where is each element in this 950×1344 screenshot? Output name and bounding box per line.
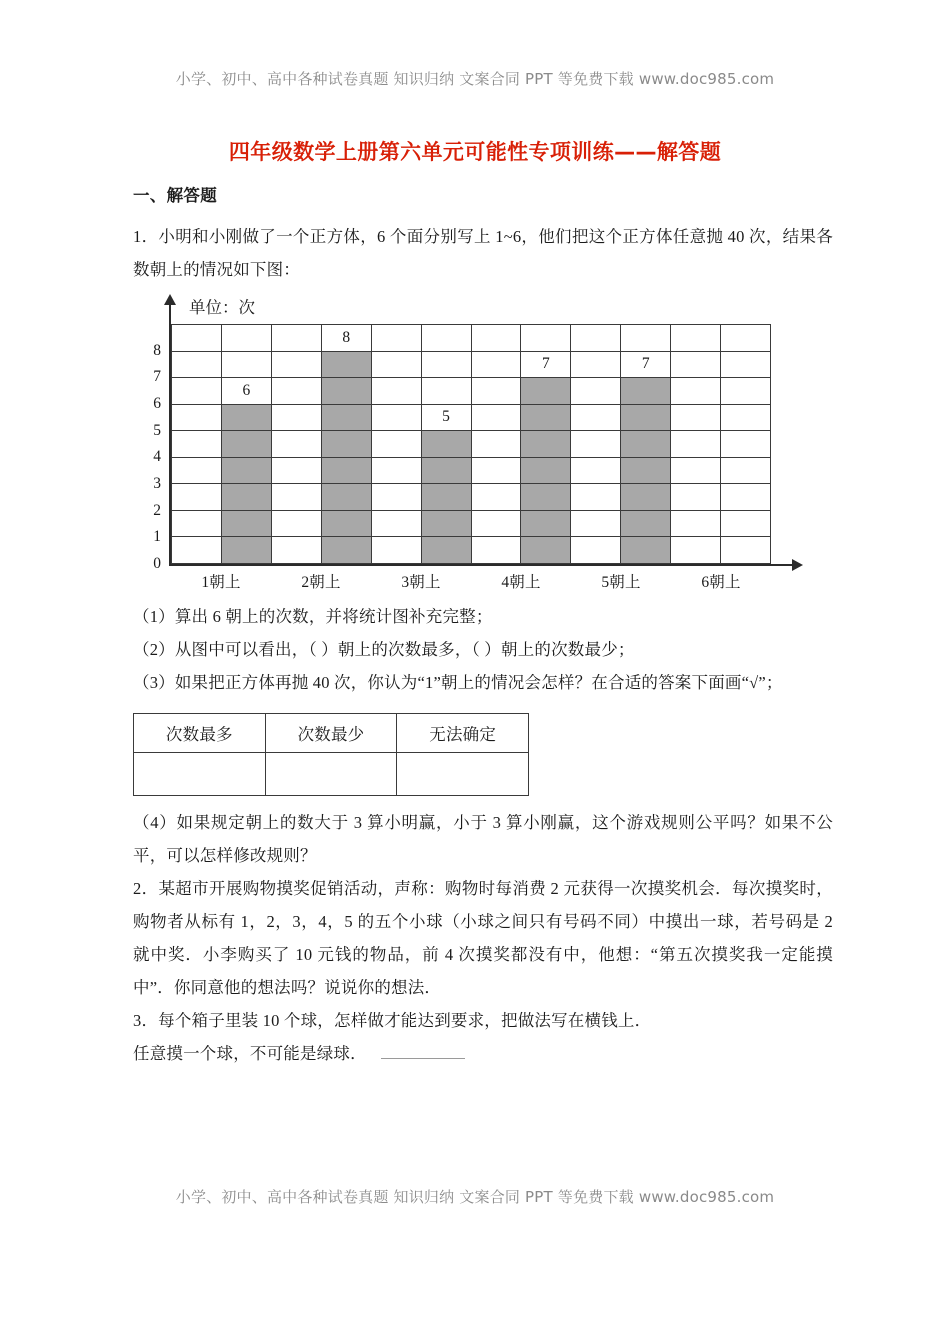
bar-segment-5朝上 [621, 378, 671, 405]
bar-segment-2朝上 [322, 484, 372, 511]
bar-value-label-5朝上: 7 [641, 355, 650, 373]
y-axis-tick-3: 3 [153, 475, 161, 492]
answer-choice-table [133, 713, 529, 796]
bar-segment-5朝上 [621, 484, 671, 511]
grid-cell [571, 458, 621, 485]
grid-cell [721, 378, 771, 405]
grid-cell [472, 325, 522, 352]
question-1-stem: 1．小明和小刚做了一个正方体，6 个面分别写上 1~6，他们把这个正方体任意抛 40 次，结果各数朝上的情况如下图： [133, 227, 833, 279]
bar-segment-4朝上 [521, 458, 571, 485]
x-axis-tick-6朝上: 6朝上 [701, 574, 741, 591]
grid-cell [422, 352, 472, 379]
grid-cell [472, 352, 522, 379]
grid-cell [571, 431, 621, 458]
grid-cell [372, 511, 422, 538]
y-axis-tick-4: 4 [153, 448, 161, 466]
grid-cell [671, 484, 721, 511]
grid-cell [472, 405, 522, 432]
bar-segment-2朝上 [322, 431, 372, 458]
grid-cell [571, 325, 621, 352]
bar-segment-1朝上 [222, 484, 272, 511]
grid-cell [472, 511, 522, 538]
grid-cell [721, 458, 771, 485]
x-axis-tick-3朝上: 3朝上 [401, 574, 441, 591]
bar-segment-5朝上 [621, 431, 671, 458]
grid-cell [372, 431, 422, 458]
x-axis-tick-4朝上: 4朝上 [501, 574, 541, 591]
grid-cell [172, 405, 222, 432]
grid-cell [521, 325, 571, 352]
grid-cell [571, 352, 621, 379]
grid-cell [721, 431, 771, 458]
question-2-stem: 2．某超市开展购物摸奖促销活动，声称：购物时每消费 2 元获得一次摸奖机会．每次摸奖时，购物者从标有 1，2，3，4，5 的五个小球（小球之间只有号码不同）中摸出一球，若号码是 2 就中奖．小李购买了 10 元钱的物品，前 4 次摸奖都没有中，他想：“第五次摸奖我一定能摸中”．你同意他的想法吗？说说你的想法． [133, 879, 833, 997]
grid-cell [671, 325, 721, 352]
grid-cell [272, 405, 322, 432]
bar-segment-4朝上 [521, 378, 571, 405]
question-3-condition-text: 任意摸一个球，不可能是绿球． [133, 1044, 367, 1063]
grid-cell [472, 484, 522, 511]
answer-cell-uncertain[interactable] [397, 753, 529, 796]
grid-cell [671, 458, 721, 485]
grid-cell [671, 431, 721, 458]
grid-cell [521, 352, 571, 379]
grid-cell [621, 352, 671, 379]
section-heading: 一、解答题 [133, 186, 217, 205]
grid-cell [272, 378, 322, 405]
y-axis-tick-8: 8 [153, 341, 161, 359]
question-1-sub-1: （1）算出 6 朝上的次数，并将统计图补充完整； [133, 607, 493, 626]
grid-cell [571, 511, 621, 538]
bar-segment-2朝上 [322, 458, 372, 485]
grid-cell [472, 537, 522, 564]
grid-cell [671, 378, 721, 405]
question-1-sub-2: （2）从图中可以看出，（ ）朝上的次数最多，（ ）朝上的次数最少； [133, 640, 635, 659]
bar-segment-3朝上 [422, 458, 472, 485]
bar-segment-4朝上 [521, 537, 571, 564]
grid-cell [372, 325, 422, 352]
bar-segment-3朝上 [422, 537, 472, 564]
bar-segment-4朝上 [521, 484, 571, 511]
bar-segment-5朝上 [621, 458, 671, 485]
grid-cell [272, 458, 322, 485]
header-watermark: 小学、初中、高中各种试卷真题 知识归纳 文案合同 PPT 等免费下载 www.doc985.com [175, 70, 775, 88]
y-axis-tick-0: 0 [153, 555, 161, 572]
grid-cell [372, 352, 422, 379]
grid-cell [272, 431, 322, 458]
bar-value-label-3朝上: 5 [442, 408, 450, 426]
page-title: 四年级数学上册第六单元可能性专项训练——解答题 [228, 140, 722, 164]
bar-segment-4朝上 [521, 511, 571, 538]
grid-cell [472, 431, 522, 458]
grid-cell [671, 511, 721, 538]
grid-cell [422, 378, 472, 405]
y-axis-tick-7: 7 [153, 368, 161, 386]
bar-segment-2朝上 [322, 537, 372, 564]
question-3-stem: 3．每个箱子里装 10 个球，怎样做才能达到要求，把做法写在横钱上． [133, 1011, 652, 1030]
bar-segment-2朝上 [322, 511, 372, 538]
x-axis-tick-2朝上: 2朝上 [301, 574, 341, 591]
table-row[interactable] [134, 753, 529, 796]
grid-cell [721, 325, 771, 352]
bar-segment-1朝上 [222, 431, 272, 458]
grid-cell [172, 325, 222, 352]
grid-cell [571, 484, 621, 511]
table-header-cell-least: 次数最少 [265, 714, 397, 753]
grid-cell [222, 325, 272, 352]
y-axis-ticks [133, 324, 165, 572]
grid-cell [372, 405, 422, 432]
grid-cell [172, 458, 222, 485]
x-axis-arrow-icon [792, 559, 803, 571]
grid-cell [721, 352, 771, 379]
bar-value-label-2朝上: 8 [342, 328, 351, 346]
grid-cell [721, 511, 771, 538]
table-header-cell-most: 次数最多 [134, 714, 266, 753]
table-header-row [134, 714, 529, 753]
footer-watermark: 小学、初中、高中各种试卷真题 知识归纳 文案合同 PPT 等免费下载 www.doc985.com [175, 1188, 775, 1206]
possibility-bar-chart [133, 294, 833, 594]
bar-segment-2朝上 [322, 405, 372, 432]
grid-cell [172, 484, 222, 511]
answer-cell-most[interactable] [134, 753, 266, 796]
x-axis-line [169, 564, 794, 566]
grid-cell [621, 325, 671, 352]
y-axis-tick-5: 5 [153, 421, 161, 439]
chart-unit-label: 单位：次 [189, 298, 255, 317]
grid-cell [372, 484, 422, 511]
grid-cell [272, 325, 322, 352]
table-header-cell-uncertain: 无法确定 [397, 714, 529, 753]
bar-segment-1朝上 [222, 537, 272, 564]
grid-cell [422, 405, 472, 432]
grid-cell [571, 537, 621, 564]
bar-value-label-4朝上: 7 [541, 355, 550, 373]
bar-segment-1朝上 [222, 511, 272, 538]
grid-cell [172, 378, 222, 405]
bar-value-label-1朝上: 6 [242, 381, 251, 399]
answer-cell-least[interactable] [265, 753, 397, 796]
bar-segment-4朝上 [521, 405, 571, 432]
grid-cell [172, 431, 222, 458]
grid-cell [571, 405, 621, 432]
grid-cell [272, 352, 322, 379]
bar-segment-5朝上 [621, 405, 671, 432]
chart-grid [171, 324, 771, 564]
bar-segment-3朝上 [422, 484, 472, 511]
bar-segment-1朝上 [222, 458, 272, 485]
grid-cell [472, 378, 522, 405]
x-axis-tick-1朝上: 1朝上 [201, 574, 241, 591]
grid-cell [721, 537, 771, 564]
question-1-sub-3: （3）如果把正方体再抛 40 次，你认为“1”朝上的情况会怎样？在合适的答案下面画“√”； [133, 673, 783, 692]
x-axis-tick-5朝上: 5朝上 [601, 574, 641, 591]
grid-cell [272, 484, 322, 511]
bar-segment-5朝上 [621, 511, 671, 538]
y-axis-tick-1: 1 [153, 528, 161, 546]
grid-cell [172, 511, 222, 538]
question-1-sub-4: （4）如果规定朝上的数大于 3 算小明赢，小于 3 算小刚赢，这个游戏规则公平吗？如果不公平，可以怎样修改规则？ [133, 813, 833, 865]
document-body [133, 182, 833, 1070]
bar-segment-5朝上 [621, 537, 671, 564]
grid-cell [422, 325, 472, 352]
bar-segment-1朝上 [222, 405, 272, 432]
answer-blank[interactable] [381, 1042, 465, 1059]
grid-cell [172, 537, 222, 564]
grid-cell [272, 537, 322, 564]
grid-cell [571, 378, 621, 405]
grid-cell [372, 458, 422, 485]
bar-segment-2朝上 [322, 378, 372, 405]
grid-cell [372, 537, 422, 564]
bar-segment-4朝上 [521, 431, 571, 458]
grid-cell [222, 378, 272, 405]
grid-cell [721, 484, 771, 511]
grid-cell [372, 378, 422, 405]
bar-segment-3朝上 [422, 511, 472, 538]
y-axis-tick-2: 2 [153, 501, 161, 519]
bar-segment-3朝上 [422, 431, 472, 458]
grid-cell [721, 405, 771, 432]
grid-cell [172, 352, 222, 379]
grid-cell [472, 458, 522, 485]
grid-cell [671, 352, 721, 379]
y-axis-tick-6: 6 [153, 395, 161, 412]
bar-segment-2朝上 [322, 352, 372, 379]
grid-cell [671, 405, 721, 432]
grid-cell [272, 511, 322, 538]
grid-cell [222, 352, 272, 379]
grid-cell [322, 325, 372, 352]
question-3-answer-line [133, 1037, 833, 1070]
grid-cell [671, 537, 721, 564]
x-axis-ticks [171, 570, 771, 596]
